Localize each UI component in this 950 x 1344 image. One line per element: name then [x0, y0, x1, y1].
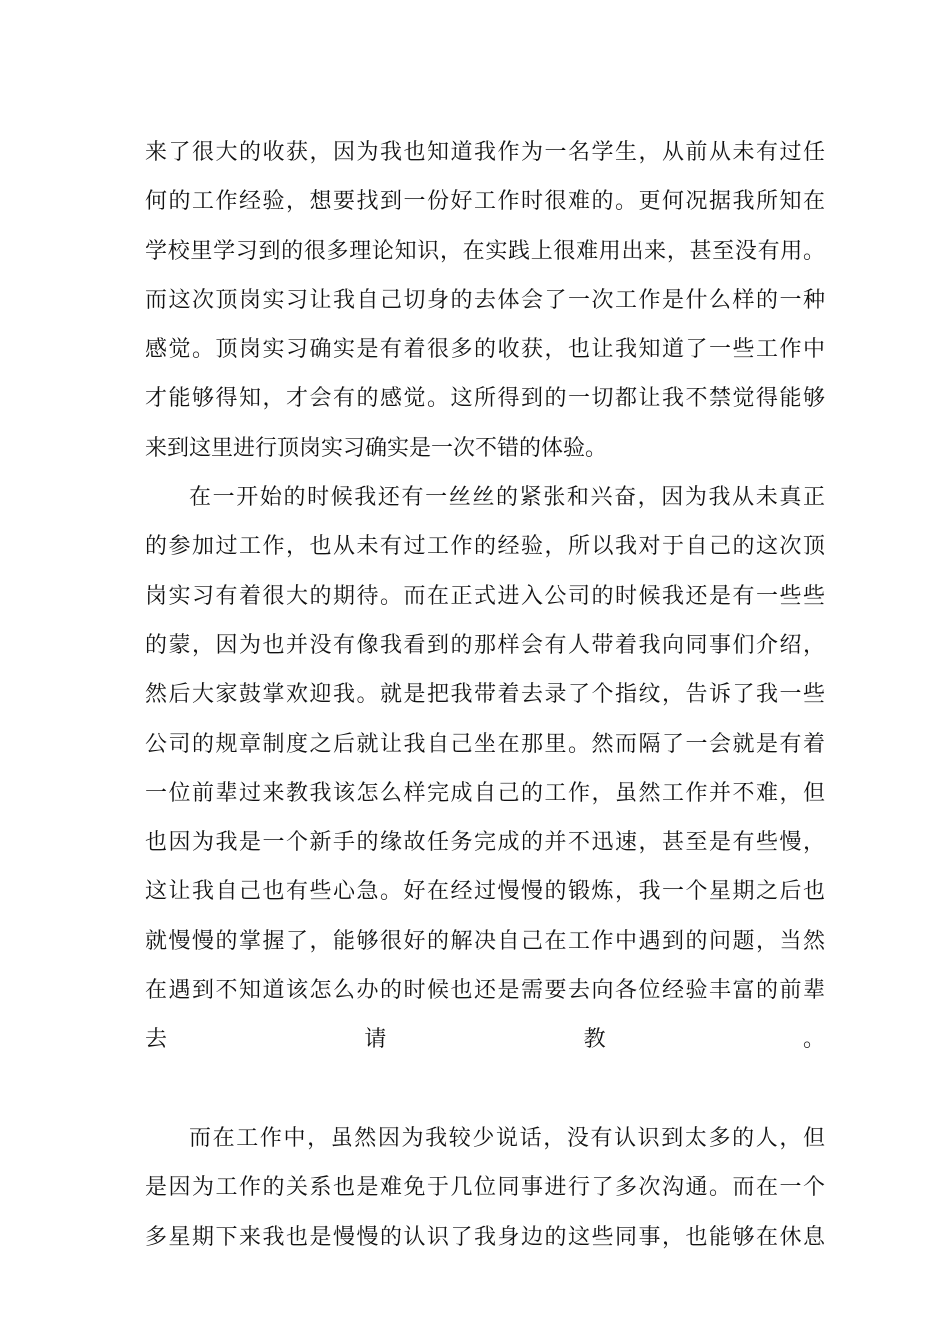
paragraph-line: 这让我自己也有些心急。好在经过慢慢的锻炼，我一个星期之后也: [145, 879, 825, 905]
paragraph-line: [145, 1065, 825, 1114]
paragraph-line: 也因为我是一个新手的缘故任务完成的并不迅速，甚至是有些慢，: [145, 830, 825, 856]
paragraph-line: 而在工作中，虽然因为我较少说话，没有认识到太多的人，但: [189, 1125, 825, 1151]
paragraph-line: 才能够得知，才会有的感觉。这所得到的一切都让我不禁觉得能够: [145, 386, 825, 412]
paragraph-line: 在遇到不知道该怎么办的时候也还是需要去向各位经验丰富的前辈: [145, 978, 825, 1004]
paragraph-line: 就慢慢的掌握了，能够很好的解决自己在工作中遇到的问题，当然: [145, 928, 825, 954]
paragraph-line: 公司的规章制度之后就让我自己坐在那里。然而隔了一会就是有着: [145, 731, 825, 757]
paragraph-2: [145, 473, 825, 1114]
paragraph-line: 的参加过工作，也从未有过工作的经验，所以我对于自己的这次顶: [145, 534, 825, 560]
paragraph-line: 学校里学习到的很多理论知识，在实践上很难用出来，甚至没有用。: [145, 238, 825, 264]
paragraph-line: 去请教。: [145, 1027, 825, 1053]
paragraph-line: 来到这里进行顶岗实习确实是一次不错的体验。: [145, 435, 608, 461]
paragraph-line: 而这次顶岗实习让我自己切身的去体会了一次工作是什么样的一种: [145, 287, 825, 313]
paragraph-line: 多星期下来我也是慢慢的认识了我身边的这些同事，也能够在休息: [145, 1224, 825, 1250]
paragraph-line: 然后大家鼓掌欢迎我。就是把我带着去录了个指纹，告诉了我一些: [145, 682, 825, 708]
paragraph-line: 在一开始的时候我还有一丝丝的紧张和兴奋，因为我从未真正: [189, 485, 825, 511]
paragraph-3: [145, 1114, 825, 1262]
paragraph-line: 一位前辈过来教我该怎么样完成自己的工作，虽然工作并不难，但: [145, 780, 825, 806]
paragraph-line: 的蒙，因为也并没有像我看到的那样会有人带着我向同事们介绍，: [145, 632, 825, 658]
paragraph-1: [145, 128, 825, 473]
paragraph-line: 是因为工作的关系也是难免于几位同事进行了多次沟通。而在一个: [145, 1175, 825, 1201]
paragraph-line: 来了很大的收获，因为我也知道我作为一名学生，从前从未有过任: [145, 140, 825, 165]
paragraph-line: 感觉。顶岗实习确实是有着很多的收获，也让我知道了一些工作中: [145, 337, 825, 363]
paragraph-line: 何的工作经验，想要找到一份好工作时很难的。更何况据我所知在: [145, 189, 825, 215]
paragraph-line: 岗实习有着很大的期待。而在正式进入公司的时候我还是有一些些: [145, 583, 825, 609]
document-body: [145, 128, 825, 1262]
